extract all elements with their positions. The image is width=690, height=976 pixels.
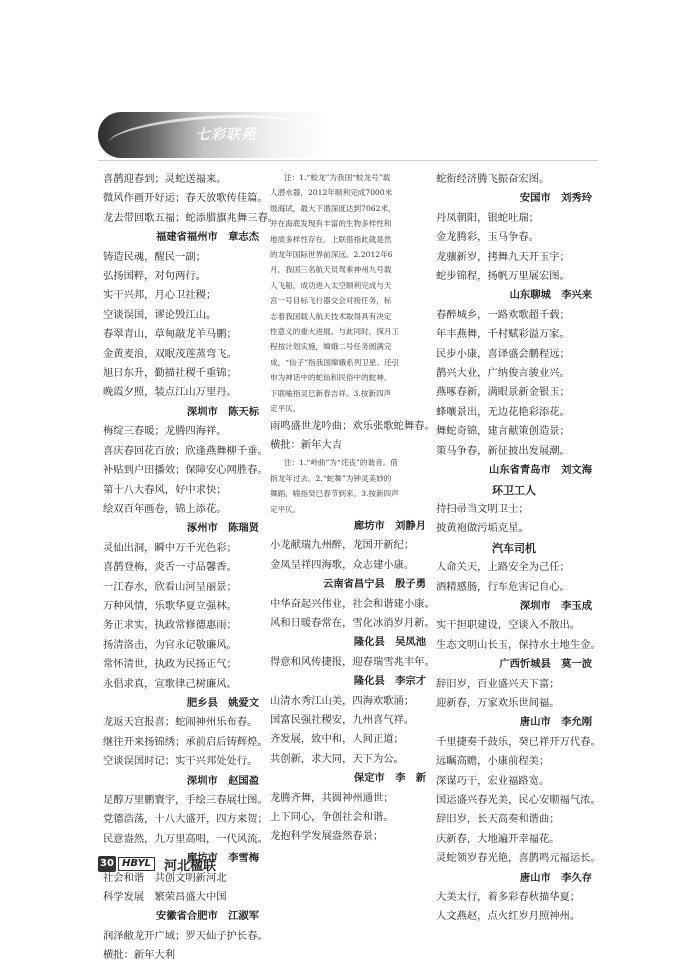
couplet-line: 横批：新年大利 [103, 949, 176, 962]
couplet-line: 蛇衔经济腾飞振奋宏图。 [436, 173, 550, 185]
author-attribution: 隆化县 吴凤池 [353, 636, 426, 649]
couplet-line: 深谋巧干，宏业福路宽。 [436, 774, 550, 787]
couplet-line: 辞旧岁，长天高奏和谐曲； [436, 813, 560, 826]
couplet-line: 迎新春，万家欢乐世间福。 [436, 696, 560, 709]
section-banner [98, 112, 328, 158]
couplet-line: 春醉城乡，一路欢歌超千载； [436, 308, 570, 321]
annotation-line: 志着我国载人航天技术取得具有决定 [270, 311, 392, 321]
couplet-line: 国富民强社稷安，九州喜气祥。 [270, 714, 415, 726]
annotation-line: 人潜水器，2012年顺利完成7000米 [270, 188, 393, 198]
author-attribution: 保定市 李 新 [353, 772, 426, 785]
couplet-line: 绘双百年画卷，锦上添花。 [103, 502, 227, 515]
couplet-line: 蜂嚷景出，无边花艳彩添花。 [436, 405, 570, 418]
couplet-line: 生态文明山长玉，保持水土地生金。 [436, 638, 601, 651]
couplet-line: 实干兴邦，月心卫社稷； [103, 289, 217, 302]
annotation-line: 成，“仙子”指我国嫦娥系列卫星。还引 [270, 357, 400, 367]
couplet-line: 继往开来扬锦绣；承前启后铸辉煌。 [103, 735, 268, 748]
couplet-line: 空谈误国时记；实干兴邦处处行。 [103, 755, 258, 768]
couplet-line: 山清水秀江山美，四海欢歌涌； [270, 694, 415, 707]
author-attribution: 唐山市 李久存 [519, 871, 592, 884]
couplet-line: 横批：新年大吉 [270, 438, 343, 451]
couplet-line: 第十八大春风，好中求快； [103, 483, 227, 496]
couplet-line: 大美太行，着多彩春秋描华夏； [436, 891, 581, 904]
couplet-line: 微风作画开好运；春天放歌传佳篇。 [103, 192, 268, 205]
couplet-line: 国运盛兴春光美，民心安顺福气浓。 [436, 794, 601, 806]
couplet-line: 常怀清世，执政为民扬正气； [103, 658, 237, 671]
subheading: 汽车司机 [492, 541, 536, 555]
annotation-line: 宫一号目标飞行器交会对接任务，标 [270, 296, 392, 306]
header-divider [98, 160, 598, 161]
couplet-line: 龙抱科学发展盎然春景； [270, 830, 384, 843]
couplet-line: 中华奋起兴伟业，社会和谐建小康。 [270, 597, 435, 610]
couplet-line: 党德浩荡，十八大盛开，四方来贺； [103, 813, 268, 826]
couplet-line: 一江春水，欣看山河呈丽景； [103, 580, 237, 593]
author-attribution: 涿州市 陈瑞贤 [186, 522, 259, 535]
couplet-line: 燕啄春新，满眼景新金银玉； [436, 386, 570, 399]
couplet-line: 务正求实，执政常修德惠雨； [103, 619, 237, 632]
author-attribution: 广西忻城县 莫一波 [499, 658, 592, 671]
author-attribution: 隆化县 李宗才 [353, 675, 426, 688]
author-attribution: 深圳市 李玉成 [519, 599, 592, 612]
couplet-line: 灵蛇领岁春光艳，喜鹊鸣元福运长。 [436, 852, 601, 865]
annotation-line: 注：1.“蛟龙”为我国“蛟龙号”载 [284, 173, 391, 182]
author-attribution: 深圳市 陈天标 [186, 405, 259, 418]
annotation-line: 舞蹈，喻指癸巳春节到来。3.按新四声 [270, 489, 399, 499]
couplet-line: 龙去带回歌五福；蛇添腊旗兆舞三春。 [103, 211, 279, 224]
annotation-line: 下联喻指灵巳新春吉祥。3.按新四声 [270, 388, 392, 398]
author-attribution: 福建省福州市 章志杰 [156, 231, 259, 244]
couplet-line: 科学发展 繁荣昌盛大中国 [103, 891, 227, 904]
author-attribution: 廊坊市 刘静月 [353, 519, 426, 532]
author-attribution: 云南省昌宁县 殷子勇 [323, 578, 426, 591]
couplet-line: 梅绽三春暖；龙腾四海祥。 [103, 425, 227, 438]
couplet-line: 喜庆春回花百放；欣逢燕舞柳千垂。 [103, 444, 268, 457]
couplet-line: 共创新，求大同，天下为公。 [270, 752, 404, 765]
couplet-line: 民步小康，喜译盛会鹏程远； [436, 347, 570, 360]
couplet-line: 齐发展，致中和，人间正道； [270, 733, 404, 746]
couplet-line: 弘扬国粹，对句两行。 [103, 270, 206, 283]
couplet-line: 扬清洛击，为官永记敬廉风。 [103, 638, 237, 651]
annotation-line: 并在海底发现有丰富的生物多样性和 [270, 219, 392, 229]
couplet-line: 旭日东升，勤描社稷千重锦； [103, 367, 237, 380]
annotation-line: 地质多样性存在。上联借指此就是然 [270, 234, 392, 244]
couplet-line: 策马争春，新征披出发展潮。 [436, 444, 570, 457]
couplet-line: 金龙腾彩，玉马争春。 [436, 231, 539, 244]
couplet-line: 喜鹊登梅，炎舌一寸品馨香。 [103, 561, 237, 574]
couplet-line: 丹凤朝阳，银蛇吐瑞； [436, 211, 539, 224]
couplet-line: 上下同心，争创社会和谐。 [270, 811, 394, 824]
author-attribution: 唐山市 李允刚 [519, 716, 592, 729]
author-attribution: 肥乡县 姚爱文 [186, 696, 259, 709]
annotation-line: 定平仄。 [270, 404, 301, 414]
couplet-line: 民意盎然，九万里高唱，一代风流。 [103, 832, 268, 845]
couplet-line: 龙返天宫报喜；蛇闹神州乐布春。 [103, 716, 258, 729]
couplet-line: 喜鹊迎春到；灵蛇送福来。 [103, 173, 227, 185]
couplet-line: 小龙献瑞九州醉，龙国开新纪； [270, 539, 415, 552]
couplet-line: 披黄袍做污垢克星。 [436, 522, 529, 535]
text-column-1 [103, 170, 279, 966]
couplet-line: 千里捷奏千鼓乐，癸已祥开万代春。 [436, 735, 601, 748]
text-column-2 [270, 170, 435, 847]
annotation-line: 注：1.“岭曲”为“诧丧”的谐音。借 [284, 458, 398, 468]
couplet-line: 庆新春，大地遍开幸福花。 [436, 832, 560, 845]
subheading: 环卫工人 [492, 483, 536, 497]
couplet-line: 鹊兴大业，广纳俊言骏业兴。 [436, 367, 570, 380]
couplet-line: 空谈误国，谬论毁江山。 [103, 308, 217, 321]
author-attribution: 安国市 刘秀玲 [519, 192, 592, 205]
couplet-line: 持扫帚当文明卫士； [436, 502, 529, 515]
text-column-3 [436, 170, 601, 927]
annotation-line: 指龙年过去。2.“蛇舞”为钟灵美妙的 [270, 473, 392, 483]
couplet-line: 灵仙出洞，瞬中万千光色彩； [103, 541, 237, 554]
couplet-line: 润泽敝龙开广域；罗天仙子护长春。 [103, 929, 268, 942]
annotation-line: 人飞船，成功进入太空顺利完成与天 [270, 280, 392, 290]
couplet-line: 铸造民魂，醒民一副； [103, 250, 206, 263]
couplet-line: 龙骧新岁，拷舞九天开玉宇； [436, 250, 570, 263]
brand-logo: HBYL [118, 857, 155, 871]
author-attribution: 安徽省合肥市 江淑军 [156, 910, 259, 923]
annotation-line: 申为神话中的蛇仙和民俗中的蛇神。 [270, 373, 392, 383]
magazine-name: 河北楹联 [164, 859, 217, 874]
couplet-line: 得意和风传捷报，迎春瑞雪兆丰年。 [270, 655, 435, 668]
annotation-line: 级海试，最大下潜深度达到7062米， [270, 203, 396, 213]
annotation-line: 程按计划实施，嫦娥二号任务圆满完 [270, 342, 392, 352]
author-attribution: 山东省青岛市 刘文海 [489, 464, 592, 477]
couplet-line: 人命关天，上路安全为己任； [436, 561, 570, 574]
couplet-line: 风和日暖春常在，雪化冰消岁月新。 [270, 616, 435, 629]
page-number: 30 [98, 856, 116, 872]
couplet-line: 远瞩高瞻，小康前程美； [436, 755, 550, 768]
couplet-line: 金凤呈祥四海歌，众志建小康。 [270, 558, 415, 571]
couplet-line: 龙腾齐舞，共圆神州通世； [270, 791, 394, 804]
author-attribution: 深圳市 赵国盈 [186, 774, 259, 787]
couplet-line: 春翠青山，草甸敲龙羊马鹏； [103, 328, 237, 341]
couplet-line: 永倡求真，宣歌律己树廉风。 [103, 677, 237, 690]
author-attribution: 山东聊城 李兴来 [509, 289, 592, 302]
couplet-line: 舞蛇奇锦，建言献策创造景； [436, 425, 570, 438]
couplet-line: 实干担职建设，空谈入不散出。 [436, 619, 581, 632]
couplet-line: 蛇步锦程，扬帆万里展宏图。 [436, 270, 570, 283]
couplet-line: 晚霞夕照，装点江山万里丹。 [103, 386, 237, 399]
author-attribution: 廊坊市 李雪梅 [186, 852, 259, 865]
couplet-line: 酒精感肠，行车危害记自心。 [436, 580, 570, 593]
couplet-line: 雨鸣盛世龙吟曲；欢乐张歌蛇舞春。 [270, 419, 435, 432]
couplet-line: 辞旧岁，百业盛兴天下富； [436, 677, 560, 690]
couplet-line: 万种风情，乐歌华夏立强林。 [103, 599, 237, 612]
couplet-line: 年丰燕舞，千村赋彩溢万家。 [436, 328, 570, 341]
section-title: 七彩联苑 [196, 127, 256, 143]
annotation-line: 性意义的重大进展。与此同时，探月工 [270, 327, 400, 337]
annotation-line: 定平仄。 [270, 504, 301, 514]
couplet-line: 足醇万里鹏寰宇，手绘三春展壮图。 [103, 794, 268, 806]
couplet-line: 金黄麦浪，双眠茂莲蒸弯飞。 [103, 347, 237, 360]
couplet-line: 社会和谐 共创文明新河北 [103, 871, 227, 884]
annotation-line: 的龙年国际世界前深远。2.2012年6 [270, 250, 393, 260]
couplet-line: 补贴到户田播效；保障安心网胜春。 [103, 464, 268, 477]
annotation-line: 月，我国三名航天员驾乘神州九号载 [270, 265, 392, 275]
page-footer [98, 855, 338, 875]
couplet-line: 人文燕赵，点火红岁月照神州。 [436, 910, 581, 923]
